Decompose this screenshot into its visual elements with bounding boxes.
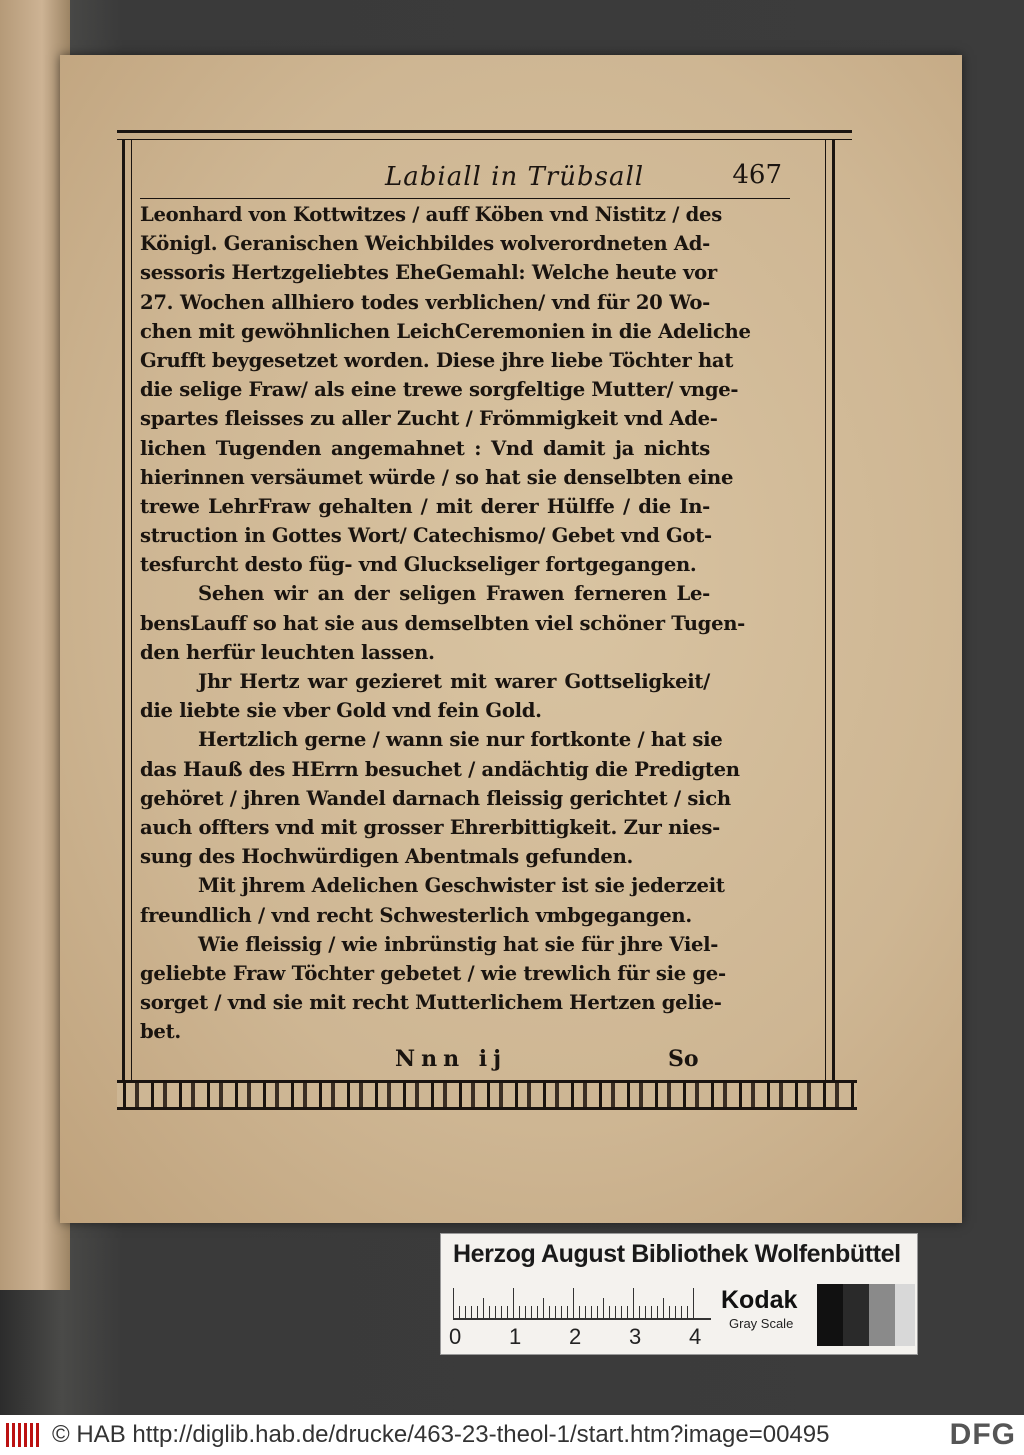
- ruler-number: 3: [629, 1324, 642, 1349]
- text-line: geliebte Fraw Töchter gebetet / wie trewlich für sie ge-: [140, 961, 726, 985]
- color-target-card: [440, 1233, 918, 1355]
- text-line: die liebte sie vber Gold vnd fein Gold.: [140, 699, 542, 723]
- gray-swatch: [817, 1284, 843, 1346]
- text-line: Sehen wir an der seligen Frawen ferneren Le-: [198, 582, 710, 606]
- ruler-tick: [543, 1298, 544, 1318]
- ruler-tick: [453, 1288, 454, 1318]
- ruler-tick: [633, 1288, 634, 1318]
- ruler-tick: [591, 1306, 592, 1318]
- text-line: bet.: [140, 1020, 181, 1044]
- ruler-tick: [597, 1306, 598, 1318]
- frame-right-rule: [825, 140, 835, 1080]
- text-line: Hertzlich gerne / wann sie nur fortkonte / hat sie: [198, 728, 723, 752]
- catchword: So: [668, 1046, 699, 1072]
- text-line: gehöret / jhren Wandel darnach fleissig gerichtet / sich: [140, 786, 731, 810]
- ruler-tick: [603, 1298, 604, 1318]
- text-line: spartes fleisses zu aller Zucht / Frömmigkeit vnd Ade-: [140, 407, 718, 431]
- ruler-tick: [501, 1306, 502, 1318]
- ruler-tick: [555, 1306, 556, 1318]
- text-line: bensLauff so hat sie aus demselbten viel schöner Tugen-: [140, 611, 746, 635]
- text-line: das Hauß des HErrn besuchet / andächtig die Predigten: [140, 757, 740, 781]
- dfg-logo: DFG: [949, 1418, 1016, 1451]
- text-line: den herfür leuchten lassen.: [140, 640, 435, 664]
- ruler-tick: [483, 1298, 484, 1318]
- ruler-tick: [519, 1306, 520, 1318]
- ruler-tick: [627, 1306, 628, 1318]
- gray-swatch: [843, 1284, 869, 1346]
- text-line: struction in Gottes Wort/ Catechismo/ Gebet vnd Got-: [140, 524, 712, 548]
- text-line: Mit jhrem Adelichen Geschwister ist sie jederzeit: [198, 874, 725, 898]
- ruler-tick: [477, 1306, 478, 1318]
- ruler-tick: [651, 1306, 652, 1318]
- ruler-number: 2: [569, 1324, 582, 1349]
- text-line: chen mit gewöhnlichen LeichCeremonien in die Adeliche: [140, 319, 751, 343]
- ruler-tick: [657, 1306, 658, 1318]
- text-line: Königl. Geranischen Weichbildes wolverordneten Ad-: [140, 232, 710, 256]
- text-line: sung des Hochwürdigen Abentmals gefunden.: [140, 845, 634, 869]
- running-title: Labiall in Trübsall: [385, 162, 645, 192]
- ruler-tick: [573, 1288, 574, 1318]
- kodak-logo: Kodak: [721, 1286, 798, 1314]
- ruler-number: 0: [449, 1324, 462, 1349]
- ruler-tick: [465, 1306, 466, 1318]
- text-line: sessoris Hertzgeliebtes EheGemahl: Welche heute vor: [140, 261, 717, 285]
- ornamental-border: [117, 1080, 857, 1110]
- ruler-tick: [507, 1306, 508, 1318]
- ruler-tick: [567, 1306, 568, 1318]
- ruler-tick: [621, 1306, 622, 1318]
- ruler-tick: [537, 1306, 538, 1318]
- ruler-tick: [663, 1298, 664, 1318]
- ruler-tick: [561, 1306, 562, 1318]
- text-line: auch offters vnd mit grosser Ehrerbittigkeit. Zur nies-: [140, 815, 720, 839]
- ruler-tick: [687, 1306, 688, 1318]
- ruler-tick: [549, 1306, 550, 1318]
- page-body-text: [140, 200, 751, 1046]
- gray-scale-label: Gray Scale: [729, 1316, 794, 1331]
- ruler-tick: [513, 1288, 514, 1318]
- library-name: Herzog August Bibliothek Wolfenbüttel: [453, 1240, 901, 1268]
- ruler-tick: [693, 1288, 694, 1318]
- text-line: Leonhard von Kottwitzes / auff Köben vnd Nistitz / des: [140, 203, 722, 226]
- text-line: die selige Fraw/ als eine trewe sorgfeltige Mutter/ vnge-: [140, 378, 739, 402]
- ruler-tick: [579, 1306, 580, 1318]
- text-line: Wie fleissig / wie inbrünstig hat sie für jhre Viel-: [198, 932, 719, 956]
- ruler-tick: [489, 1306, 490, 1318]
- ruler-tick: [609, 1306, 610, 1318]
- ruler-tick: [639, 1306, 640, 1318]
- text-line: tesfurcht desto füg- vnd Gluckseliger fortgegangen.: [140, 553, 697, 577]
- ruler-number: 4: [689, 1324, 702, 1349]
- ruler-tick: [615, 1306, 616, 1318]
- text-line: Grufft beygesetzet worden. Diese jhre liebe Töchter hat: [140, 348, 734, 372]
- frame-left-rule: [122, 140, 132, 1080]
- signature-mark: Nnn ij: [395, 1046, 508, 1072]
- page-number: 467: [732, 160, 782, 190]
- running-head: [140, 160, 790, 199]
- ruler-tick: [495, 1306, 496, 1318]
- measurement-ruler: [453, 1284, 711, 1320]
- ruler-tick: [531, 1306, 532, 1318]
- ruler-number: 1: [509, 1324, 522, 1349]
- ruler-tick: [525, 1306, 526, 1318]
- ruler-tick: [681, 1306, 682, 1318]
- ruler-tick: [471, 1306, 472, 1318]
- copyright-link[interactable]: © HAB http://diglib.hab.de/drucke/463-23-theol-1/start.htm?image=00495: [52, 1421, 830, 1448]
- ruler-tick: [645, 1306, 646, 1318]
- text-line: Jhr Hertz war gezieret mit warer Gottseligkeit/: [198, 670, 710, 693]
- text-line: lichen Tugenden angemahnet : Vnd damit ja nichts: [140, 436, 710, 460]
- hab-barcode-icon: [6, 1423, 40, 1447]
- footer-bar: [0, 1415, 1024, 1455]
- gray-swatch: [869, 1284, 895, 1346]
- text-line: sorget / vnd sie mit recht Mutterlichem Hertzen gelie-: [140, 991, 722, 1015]
- text-line: hierinnen versäumet würde / so hat sie denselbten eine: [140, 465, 734, 489]
- gray-swatch: [895, 1284, 915, 1346]
- ruler-tick: [675, 1306, 676, 1318]
- ruler-tick: [459, 1306, 460, 1318]
- text-line: trewe LehrFraw gehalten / mit derer Hülffe / die In-: [140, 494, 710, 518]
- text-line: freundlich / vnd recht Schwesterlich vmbgegangen.: [140, 903, 692, 927]
- frame-top-rule: [117, 130, 852, 140]
- ruler-tick: [669, 1306, 670, 1318]
- text-line: 27. Wochen allhiero todes verblichen/ vnd für 20 Wo-: [140, 290, 710, 314]
- ruler-tick: [585, 1306, 586, 1318]
